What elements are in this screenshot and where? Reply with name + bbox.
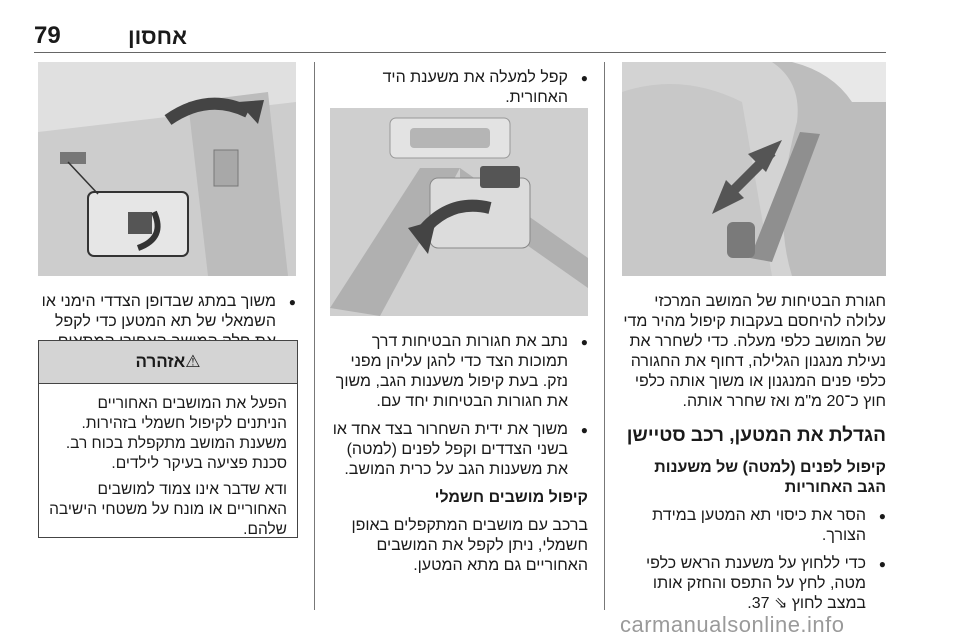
warning-body	[39, 384, 297, 540]
bullet-item: ● משוך במתג שבדופן הצדדי הימני או השמאלי של תא המטען כדי לקפל	[38, 292, 296, 352]
armrest-figure	[330, 108, 588, 316]
warning-text: הפעל את המושבים האחוריים הניתנים לקיפול חשמלי בזהירות. משענת המושב מתקפלת בכוח רב. סכנת פציעה בעיקר לילדים.	[65, 395, 287, 472]
sub-heading: קיפול לפנים (למטה) של משענות הגב האחוריות	[654, 459, 886, 496]
column-divider	[604, 62, 605, 610]
warning-text: ודא שדבר אינו צמוד למושבים האחוריים או מונח על משטחי הישיבה שלהם.	[49, 481, 287, 538]
warning-icon: ⚠	[185, 352, 201, 371]
watermark: carmanualsonline.info	[620, 612, 845, 637]
warning-box	[38, 340, 298, 538]
header-rule	[34, 52, 886, 53]
page-header	[34, 22, 886, 52]
column-divider	[314, 62, 315, 610]
bullet-item: ● הסר את כיסוי תא המטען במידת הצורך.	[622, 506, 886, 546]
body-text: ברכב עם מושבים המתקפלים באופן חשמלי, ניתן לקפל את המושבים האחוריים גם מתא המטען.	[351, 517, 588, 574]
trunk-switch-figure	[38, 62, 296, 276]
column-middle	[330, 332, 588, 582]
column-right	[622, 292, 886, 622]
bullet-item: ● משוך את ידית השחרור בצד אחד או בשני הצדדים וקפל לפנים (למטה) את משענות הגב על כרית המושב.	[330, 420, 588, 480]
section-title: אחסון	[128, 24, 188, 49]
intro-text: חגורת הבטיחות של המושב המרכזי עלולה להיחסם בעקבות קיפול מהיר מדי של המושב כלפי מעלה. כדי לשחרר את נעילת מנגנון הגלילה, דחוף את החגורה כלפי פנים המנגנון או משוך אותה כלפי חוץ כ־20 מ"מ ואז שחרר אותה.	[623, 293, 886, 410]
bullet-item: ● קפל למעלה את משענת היד האחורית.	[330, 68, 588, 108]
bullet-item: ● כדי ללחוץ על משענת הראש כלפי מטה, לחץ על התפס והחזק אותו במצב לחוץ ⇘ 37.	[622, 554, 886, 614]
warning-title: אזהרה	[135, 352, 186, 371]
sub-heading: קיפול מושבים חשמלי	[434, 489, 588, 506]
page-number: 79	[34, 22, 61, 49]
seatbelt-figure	[622, 62, 886, 276]
warning-header	[39, 341, 297, 384]
section-heading: הגדלת את המטען, רכב סטיישן	[626, 425, 886, 446]
bullet-item: ● נתב את חגורות הבטיחות דרך תמוכות הצד כדי להגן עליהן מפני נזק. בעת קיפול משענות הגב, משוך את חגורות הבטיחות יחד עם.	[330, 332, 588, 412]
